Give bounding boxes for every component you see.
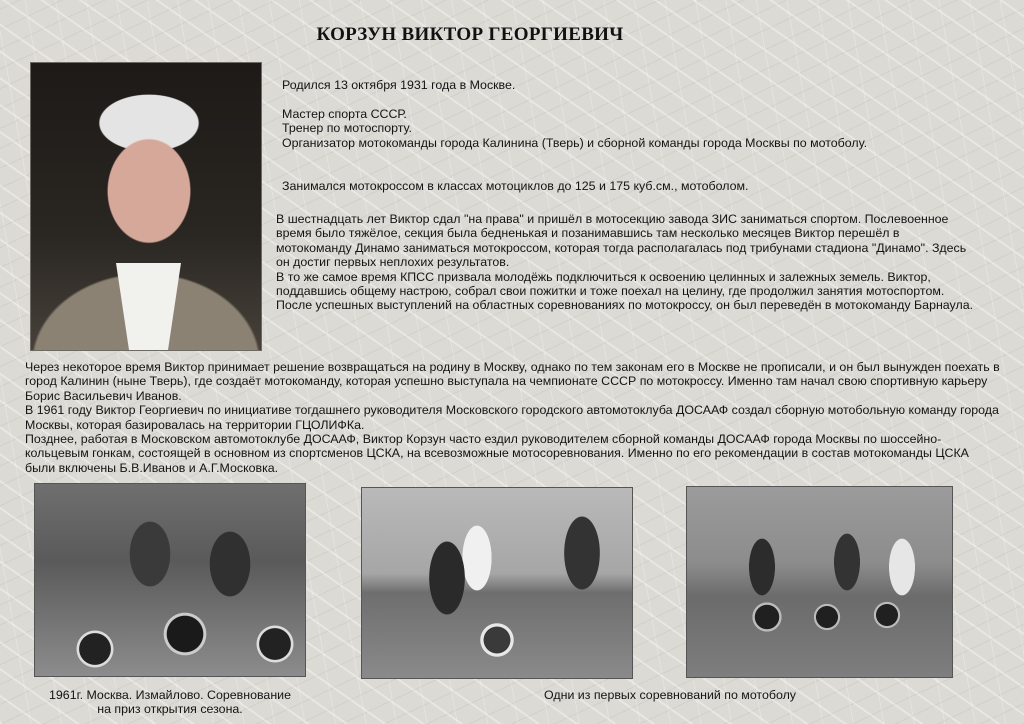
classes-info: Занимался мотокроссом в классах мотоциклов до 125 и 175 куб.см., мотоболом. (282, 179, 749, 193)
photo-motocross-start (34, 483, 306, 677)
bio-lower (25, 360, 1000, 475)
bio-paragraph: Через некоторое время Виктор принимает решение возвращаться на родину в Москву, однако по тем законам его в Москве не прописали, и он был вынужден поехать в город Калинин (ныне Тверь), где создаёт мотокоманду, которая успешно выступала на чемпионате СССР по мотокроссу. Именно там начал свою спортивную карьеру Борис Васильевич Иванов. (25, 360, 1000, 403)
title-item: Организатор мотокоманды города Калинина (Тверь) и сборной команды города Москвы по мотоболу. (282, 135, 868, 150)
titles-list (282, 107, 942, 150)
photo-motoball-match-1 (361, 487, 633, 679)
title-item: Мастер спорта СССР. (282, 107, 407, 121)
bio-upper (276, 212, 976, 313)
caption-right: Одни из первых соревнований по мотоболу (544, 688, 796, 702)
title-item: Тренер по мотоспорту. (282, 121, 412, 136)
bio-paragraph: В то же самое время КПСС призвала молодёжь подключиться к освоению целинных и залежных земель. Виктор, поддавшись общему настрою, собрал свои пожитки и тоже поехал на целину, где продолжил занятия мотоспортом. (276, 269, 945, 299)
page-title: КОРЗУН ВИКТОР ГЕОРГИЕВИЧ (316, 24, 624, 45)
bio-paragraph: В шестнадцать лет Виктор сдал "на права" и пришёл в мотосекцию завода ЗИС заниматься спортом. Послевоенное время было тяжёлое, секция была бедненькая и позанимавшись там несколько месяцев Виктор перешёл в мотокоманду Динамо заниматься мотокроссом, которая тогда располагалась под трибунами стадиона "Динамо". Здесь он достиг первых неплохих результатов. (276, 212, 967, 270)
photo-motoball-match-2 (686, 486, 953, 678)
portrait-photo (30, 62, 262, 351)
portrait-shirt (116, 263, 181, 350)
caption-left: 1961г. Москва. Измайлово. Соревнование на приз открытия сезона. (49, 688, 291, 716)
bio-paragraph: После успешных выступлений на областных соревнованиях по мотокроссу, он был переведён в мотокоманду Барнаула. (276, 298, 974, 313)
bio-paragraph: Позднее, работая в Московском автомотоклубе ДОСААФ, Виктор Корзун часто ездил руководителем сборной команды ДОСААФ города Москвы по шоссейно-кольцевым гонкам, состоящей в основном из спортсменов ЦСКА, на всевозможные мотосоревнования. Именно по его рекомендации в состав мотокоманды ЦСКА были включены Б.В.Иванов и А.Г.Московка. (25, 432, 969, 475)
birth-info: Родился 13 октября 1931 года в Москве. (282, 78, 516, 92)
bio-paragraph: В 1961 году Виктор Георгиевич по инициативе тогдашнего руководителя Московского городского автомотоклуба ДОСААФ создал сборную мотобольную команду города Москвы, которая базировалась на территории ГЦОЛИФКа. (25, 403, 999, 432)
